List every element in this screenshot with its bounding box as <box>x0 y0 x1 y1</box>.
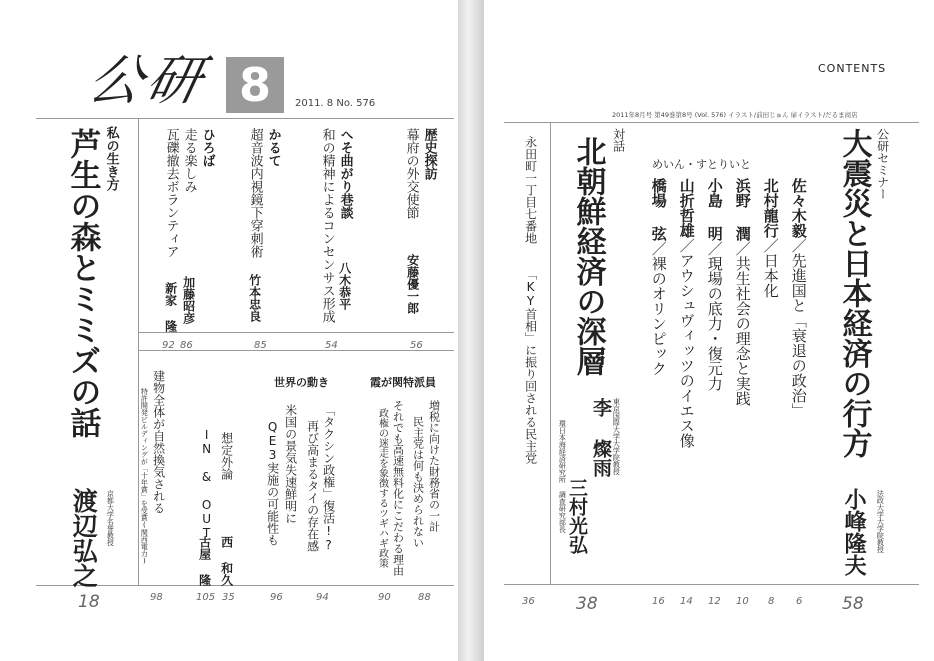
seminar-title[interactable]: 大震災と日本経済の行方 <box>836 128 872 458</box>
page-number: 86 <box>180 340 193 351</box>
page-number: 88 <box>418 592 431 603</box>
mein-item[interactable]: 山折哲雄／アウシュヴィッツのイエス像 <box>677 178 696 448</box>
mein-title: 共生社会の理念と実践 <box>733 256 752 406</box>
mein-author: 佐々木毅 <box>789 178 808 238</box>
bottom-rule <box>504 584 919 585</box>
kasumi-line4: 政権の迷走を象徴するツギハギ政策 <box>376 408 388 568</box>
page-number: 85 <box>254 340 267 351</box>
feature-author: 渡辺弘之 <box>69 488 99 588</box>
hiroba-author2: 新家 隆 <box>163 282 178 332</box>
issue-credit: 2011年8月号 第49巻第8号 (Vol. 576) イラスト/前田じゅん 扉イラスト/だるま商店 <box>612 111 858 119</box>
hiroba-line2[interactable]: 瓦礫撤去ボランティア <box>163 128 179 258</box>
hiroba-author1: 加藤昭彦 <box>181 276 196 324</box>
top-rule <box>504 122 919 123</box>
hiroba-kicker: ひろば <box>199 128 215 167</box>
nagata-sub[interactable]: 「KY首相」に振り回される民主党 <box>523 268 538 464</box>
page-number: 58 <box>842 594 864 614</box>
karute-line1[interactable]: 超音波内視鏡下穿刺術 <box>247 128 263 258</box>
page-number: 16 <box>652 596 665 607</box>
mein-author: 小島 明 <box>705 178 724 241</box>
taiwa-aff-b: 環日本海経済研究所 調査研究部長 <box>558 420 567 533</box>
nagata-title[interactable]: 永田町一丁目七番地 <box>523 136 538 244</box>
page-number: 105 <box>196 592 216 603</box>
hesomagari-line1[interactable]: 和の精神によるコンセンサス形成 <box>319 128 335 323</box>
page-number: 94 <box>316 592 329 603</box>
page-number: 56 <box>410 340 423 351</box>
left-page <box>0 0 458 661</box>
issue-number: 8 <box>226 57 284 113</box>
kasumi-line1[interactable]: 増税に向けた財務省の一計 <box>427 400 441 532</box>
page-number: 18 <box>78 592 100 612</box>
mein-item[interactable]: 橋場 弦／裸のオリンピック <box>649 178 668 376</box>
sekai-line2: 再び高まるタイの存在感 <box>305 420 320 552</box>
page-number: 12 <box>708 596 721 607</box>
mein-item[interactable]: 浜野 潤／共生社会の理念と実践 <box>733 178 752 406</box>
mein-title: 先進国と「衰退の政治」 <box>789 253 808 418</box>
rekishi-kicker: 歴史探訪 <box>421 128 437 180</box>
column-divider <box>138 118 139 585</box>
issue-date: 2011. 8 No. 576 <box>295 98 376 109</box>
seminar-author: 小峰隆夫 <box>841 488 867 576</box>
kenchiku-line1[interactable]: 建物全体が自然換気される <box>151 370 166 514</box>
sekai-line4: QE3実施の可能性も <box>265 420 280 546</box>
hesomagari-author: 八木恭平 <box>337 262 352 310</box>
page-number: 35 <box>222 592 235 603</box>
bottom-rule <box>36 585 454 586</box>
inout-author: 古屋 隆 <box>197 536 212 586</box>
kasumi-line3[interactable]: それでも高速無料化にこだわる理由 <box>391 400 405 576</box>
page-number: 38 <box>576 594 598 614</box>
page-number: 8 <box>768 596 775 607</box>
mein-item[interactable]: 佐々木毅／先進国と「衰退の政治」 <box>789 178 808 418</box>
mein-item[interactable]: 小島 明／現場の底力・復元力 <box>705 178 724 391</box>
mein-item[interactable]: 北村龍行／日本化 <box>761 178 780 298</box>
taiwa-author-b: 三村光弘 <box>565 478 588 554</box>
feature-kicker: 私の生き方 <box>103 126 119 191</box>
column-divider <box>550 122 551 584</box>
mein-title: アウシュヴィッツのイエス像 <box>677 253 696 448</box>
rekishi-author: 安藤優一郎 <box>405 254 420 314</box>
sekai-line3[interactable]: 米国の景気失速鮮明に <box>283 404 298 524</box>
feature-affiliation: 京都大学名誉教授 <box>106 490 115 546</box>
mein-author: 橋場 弦 <box>649 178 668 241</box>
page-number: 6 <box>796 596 803 607</box>
hesomagari-kicker: へそ曲がり巷談 <box>337 128 353 219</box>
page-number: 92 <box>162 340 175 351</box>
taiwa-title[interactable]: 北朝鮮経済の深層 <box>570 136 606 376</box>
mein-title: 現場の底力・復元力 <box>705 256 724 391</box>
magazine-logo: 公研 <box>82 49 212 112</box>
binding-gutter <box>458 0 484 661</box>
mein-author: 浜野 潤 <box>733 178 752 241</box>
top-rule <box>36 118 454 119</box>
seminar-kicker: 公研セミナー <box>875 128 890 200</box>
right-page <box>484 0 934 661</box>
page-number: 14 <box>680 596 693 607</box>
mein-title: 日本化 <box>761 253 780 298</box>
taiwa-aff-a: 東京国際大学大学院教授 <box>612 398 621 475</box>
karute-kicker: かるて <box>265 128 281 167</box>
sekai-header: 世界の動き <box>274 376 329 389</box>
karute-author: 竹本忠良 <box>247 274 262 322</box>
taiwa-author-a: 李 燦雨 <box>589 398 612 477</box>
mein-author: 山折哲雄 <box>677 178 696 238</box>
kasumi-header: 霞が関特派員 <box>370 376 436 389</box>
page-number: 96 <box>270 592 283 603</box>
soutei-kicker[interactable]: 想定外論 <box>219 432 234 480</box>
page-number: 98 <box>150 592 163 603</box>
mein-author: 北村龍行 <box>761 178 780 238</box>
hiroba-line1[interactable]: 走る楽しみ <box>181 128 197 193</box>
feature-title[interactable]: 芦生の森とミミズの話 <box>64 128 101 438</box>
contents-label: CONTENTS <box>818 62 887 75</box>
sekai-line1[interactable]: 「タクシン政権」復活!? <box>321 404 336 552</box>
soutei-author: 西 和久 <box>219 536 234 586</box>
kenchiku-line2: 特許開発ビルディングが「十年賞」を受賞(関西電力) <box>140 388 149 565</box>
kasumi-line2: 民主党は何も決められない <box>411 416 425 548</box>
page-number: 36 <box>522 596 535 607</box>
page-number: 10 <box>736 596 749 607</box>
mein-header: めいん・すとりいと <box>652 158 751 171</box>
mein-title: 裸のオリンピック <box>649 256 668 376</box>
page-number: 90 <box>378 592 391 603</box>
page-number: 54 <box>325 340 338 351</box>
rekishi-line1[interactable]: 幕府の外交使節 <box>403 128 419 219</box>
inout-title[interactable]: IN & OUT <box>199 428 214 540</box>
seminar-affiliation: 法政大学大学院教授 <box>876 490 885 553</box>
mid-rule-top <box>138 332 454 333</box>
taiwa-kicker: 対話 <box>611 128 626 152</box>
